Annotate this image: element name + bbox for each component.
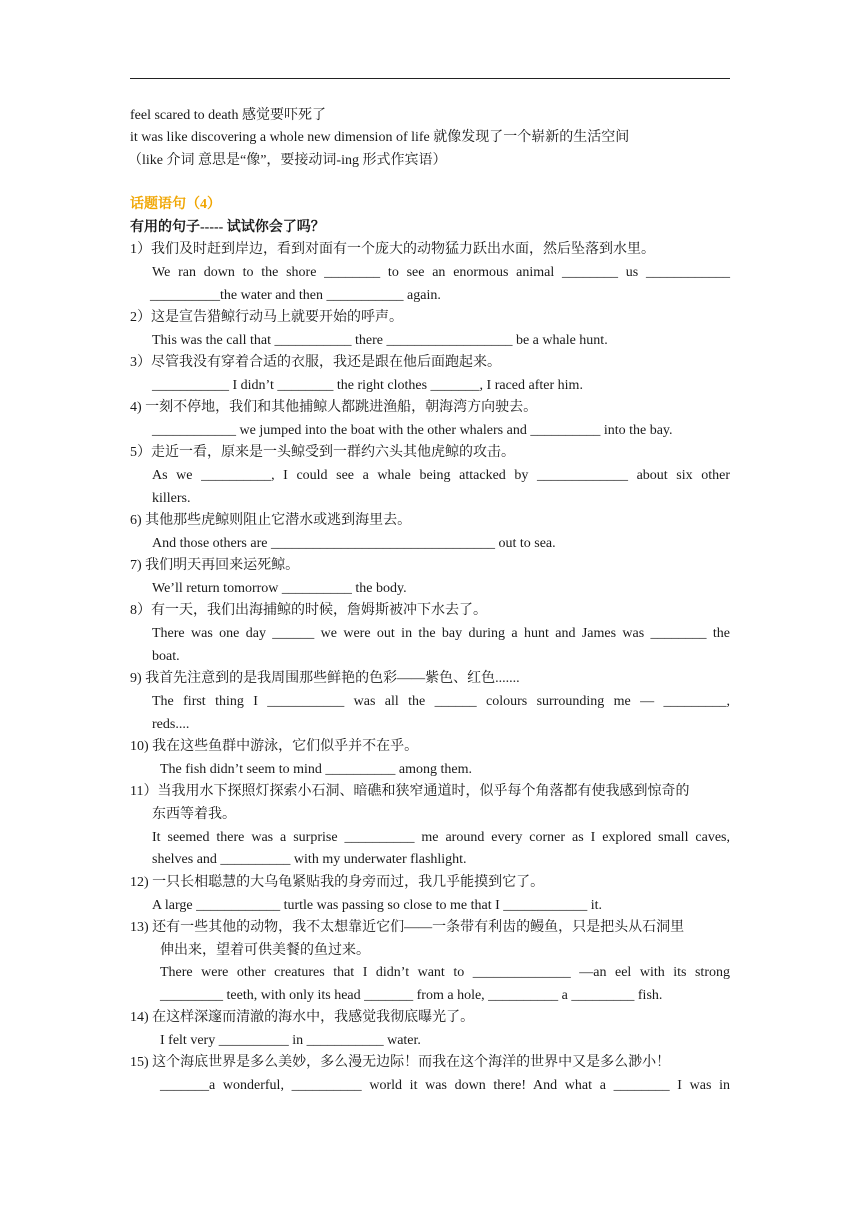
item-8-cn: 8）有一天，我们出海捕鲸的时候，詹姆斯被冲下水去了。 xyxy=(130,603,487,618)
item-9-cn: 9) 我首先注意到的是我周围那些鲜艳的色彩——紫色、红色....... xyxy=(130,671,520,686)
item-2-cn: 2）这是宣告猎鲸行动马上就要开始的呼声。 xyxy=(130,310,403,325)
item-10-en-1: The fish didn’t seem to mind __________ among them. xyxy=(160,762,472,777)
item-2-en-1: This was the call that ___________ there __________________ be a whale hunt. xyxy=(152,333,608,348)
item-12-en-1: A large ____________ turtle was passing so close to me that I ____________ it. xyxy=(152,898,603,913)
item-9-en-2: reds.... xyxy=(152,717,190,732)
intro-line-1: feel scared to death 感觉要吓死了 xyxy=(130,108,326,123)
item-10-cn: 10) 我在这些鱼群中游泳，它们似乎并不在乎。 xyxy=(130,739,419,754)
item-13-cn: 13) 还有一些其他的动物，我不太想靠近它们——一条带有利齿的鳗鱼，只是把头从石洞里 xyxy=(130,920,685,935)
item-12-cn: 12) 一只长相聪慧的大乌龟紧贴我的身旁而过，我几乎能摸到它了。 xyxy=(130,875,545,890)
item-11-en-1: It seemed there was a surprise __________ me around every corner as I explored small caves, xyxy=(152,830,730,845)
item-8-en-1: There was one day ______ we were out in the bay during a hunt and James was ________ the xyxy=(152,626,730,641)
item-3-en-1: ___________ I didn’t ________ the right clothes _______, I raced after him. xyxy=(152,378,583,393)
item-15-cn: 15) 这个海底世界是多么美妙，多么漫无边际！而我在这个海洋的世界中又是多么渺小！ xyxy=(130,1055,671,1070)
item-6-en-1: And those others are ________________________________ out to sea. xyxy=(152,536,556,551)
item-14-cn: 14) 在这样深邃而清澈的海水中，我感觉我彻底曝光了。 xyxy=(130,1010,475,1025)
item-1-en-2: __________the water and then ___________ again. xyxy=(150,288,441,303)
item-11-cn: 11）当我用水下探照灯探索小石洞、暗礁和狭窄通道时，似乎每个角落都有使我感到惊奇的 xyxy=(130,784,690,799)
item-14-en-1: I felt very __________ in ___________ water. xyxy=(160,1033,421,1048)
item-3-cn: 3）尽管我没有穿着合适的衣服，我还是跟在他后面跑起来。 xyxy=(130,355,501,370)
item-7-en-1: We’ll return tomorrow __________ the body. xyxy=(152,581,407,596)
item-11-en-2: shelves and __________ with my underwater flashlight. xyxy=(152,852,467,867)
header-rule xyxy=(130,78,730,79)
item-6-cn: 6) 其他那些虎鲸则阻止它潜水或逃到海里去。 xyxy=(130,513,412,528)
item-7-cn: 7) 我们明天再回来运死鲸。 xyxy=(130,558,300,573)
section-subheading: 有用的句子----- 试试你会了吗？ xyxy=(130,220,325,235)
section-heading: 话题语句（4） xyxy=(130,197,221,212)
item-4-en-1: ____________ we jumped into the boat with the other whalers and __________ into the bay. xyxy=(152,423,673,438)
item-13-en-2: _________ teeth, with only its head _______ from a hole, __________ a _________ fish. xyxy=(160,988,663,1003)
item-1-en-1: We ran down to the shore ________ to see an enormous animal ________ us ____________ xyxy=(152,265,730,280)
intro-line-2: it was like discovering a whole new dimension of life 就像发现了一个崭新的生活空间 xyxy=(130,130,630,145)
item-15-en-1: _______a wonderful, __________ world it was down there! And what a ________ I was in xyxy=(160,1078,730,1093)
item-4-cn: 4) 一刻不停地，我们和其他捕鲸人都跳进渔船，朝海湾方向驶去。 xyxy=(130,400,538,415)
item-5-en-2: killers. xyxy=(152,491,191,506)
item-1-cn: 1）我们及时赶到岸边，看到对面有一个庞大的动物猛力跃出水面，然后坠落到水里。 xyxy=(130,242,655,257)
item-8-en-2: boat. xyxy=(152,649,180,664)
item-11-cn-2: 东西等着我。 xyxy=(152,807,236,822)
intro-line-3: （like 介词 意思是“像”，要接动词-ing 形式作宾语） xyxy=(128,153,447,168)
item-9-en-1: The first thing I ___________ was all the ______ colours surrounding me — _________, xyxy=(152,694,730,709)
item-13-en-1: There were other creatures that I didn’t want to ______________ —an eel with its strong xyxy=(160,965,730,980)
item-5-en-1: As we __________, I could see a whale being attacked by _____________ about six other xyxy=(152,468,730,483)
item-13-cn-2: 伸出来，望着可供美餐的鱼过来。 xyxy=(160,943,370,958)
item-5-cn: 5）走近一看，原来是一头鲸受到一群约六头其他虎鲸的攻击。 xyxy=(130,445,515,460)
